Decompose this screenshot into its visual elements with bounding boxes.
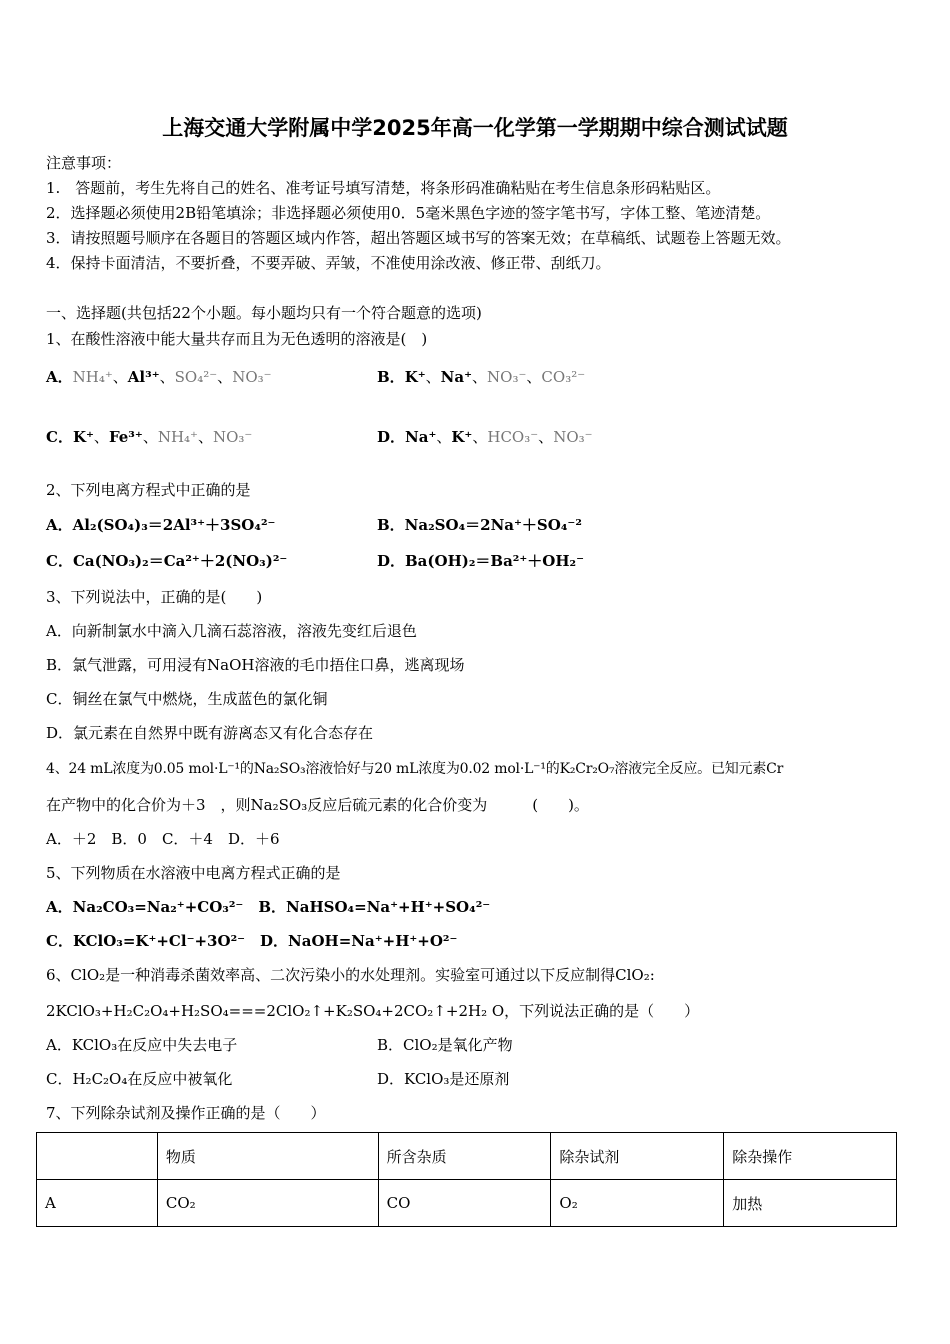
q2-option-a: A．Al₂(SO₄)₃＝2Al³⁺＋3SO₄²⁻ <box>46 516 276 534</box>
q2-option-d: D．Ba(OH)₂＝Ba²⁺＋OH₂⁻ <box>377 552 585 570</box>
q6-option-d: D．KClO₃是还原剂 <box>377 1070 510 1088</box>
q3-stem: 3、下列说法中，正确的是( ) <box>46 588 263 606</box>
q2-stem: 2、下列电离方程式中正确的是 <box>46 481 251 499</box>
q3-option-d: D．氯元素在自然界中既有游离态又有化合态存在 <box>46 724 374 742</box>
q6-equation: 2KClO₃+H₂C₂O₄+H₂SO₄===2ClO₂↑+K₂SO₄+2CO₂↑+2H₂ O，下列说法正确的是（ ） <box>46 1002 700 1020</box>
notice-item-1: 1. 答题前，考生先将自己的姓名、准考证号填写清楚，将条形码准确粘贴在考生信息条形码粘贴区。 <box>46 179 721 197</box>
notice-item-2: 2．选择题必须使用2B铅笔填涂；非选择题必须使用0．5毫米黑色字迹的签字笔书写，字体工整、笔迹清楚。 <box>46 204 771 222</box>
q5-options-row2: C．KClO₃=K⁺+Cl⁻+3O²⁻ D．NaOH=Na⁺+H⁺+O²⁻ <box>46 932 458 950</box>
q5-options-row1: A．Na₂CO₃=Na₂⁺+CO₃²⁻ B．NaHSO₄=Na⁺+H⁺+SO₄²⁻ <box>46 898 491 916</box>
notice-item-3: 3．请按照题号顺序在各题目的答题区域内作答，超出答题区域书写的答案无效；在草稿纸、试题卷上答题无效。 <box>46 229 791 247</box>
q3-option-b: B．氯气泄露，可用浸有NaOH溶液的毛巾捂住口鼻，逃离现场 <box>46 656 465 674</box>
q6-option-c: C．H₂C₂O₄在反应中被氧化 <box>46 1070 233 1088</box>
q3-option-a: A．向新制氯水中滴入几滴石蕊溶液，溶液先变红后退色 <box>46 622 417 640</box>
section-heading: 一、选择题(共包括22个小题。每小题均只有一个符合题意的选项) <box>46 304 482 322</box>
table-cell: CO <box>378 1180 551 1227</box>
q1-option-c: C．K⁺、Fe³⁺、NH₄⁺、NO₃⁻ <box>46 428 253 446</box>
table-cell: 加热 <box>724 1180 897 1227</box>
table-header-row <box>37 1133 897 1180</box>
q7-table <box>36 1132 897 1227</box>
table-row <box>37 1180 897 1227</box>
q1-stem: 1、在酸性溶液中能大量共存而且为无色透明的溶液是( ) <box>46 330 428 348</box>
q5-stem: 5、下列物质在水溶液中电离方程式正确的是 <box>46 864 341 882</box>
q2-option-b: B．Na₂SO₄＝2Na⁺＋SO₄⁻² <box>377 516 582 534</box>
q4-options: A．＋2 B．0 C．＋4 D．＋6 <box>46 830 280 848</box>
q1-option-d: D．Na⁺、K⁺、HCO₃⁻、NO₃⁻ <box>377 428 593 446</box>
table-header-cell: 除杂试剂 <box>551 1133 724 1180</box>
table-cell: O₂ <box>551 1180 724 1227</box>
table-header-cell <box>37 1133 158 1180</box>
q6-stem-line1: 6、ClO₂是一种消毒杀菌效率高、二次污染小的水处理剂。实验室可通过以下反应制得ClO₂: <box>46 966 655 984</box>
table-cell: A <box>37 1180 158 1227</box>
q1-option-b: B．K⁺、Na⁺、NO₃⁻、CO₃²⁻ <box>377 368 586 386</box>
q4-stem-line1: 4、24 mL浓度为0.05 mol·L⁻¹的Na₂SO₃溶液恰好与20 mL浓度为0.02 mol·L⁻¹的K₂Cr₂O₇溶液完全反应。已知元素Cr <box>46 761 784 777</box>
q6-option-b: B．ClO₂是氧化产物 <box>377 1036 513 1054</box>
q4-stem-line2: 在产物中的化合价为＋3 ，则Na₂SO₃反应后硫元素的化合价变为 ( )。 <box>46 796 589 814</box>
table-header-cell: 物质 <box>157 1133 378 1180</box>
q7-stem: 7、下列除杂试剂及操作正确的是（ ） <box>46 1104 326 1122</box>
q1-option-a: A．NH₄⁺、Al³⁺、SO₄²⁻、NO₃⁻ <box>46 368 272 386</box>
table-header-cell: 所含杂质 <box>378 1133 551 1180</box>
q6-option-a: A．KClO₃在反应中失去电子 <box>46 1036 238 1054</box>
notice-item-4: 4．保持卡面清洁，不要折叠，不要弄破、弄皱，不准使用涂改液、修正带、刮纸刀。 <box>46 254 611 272</box>
page-title: 上海交通大学附属中学2025年高一化学第一学期期中综合测试试题 <box>162 116 788 140</box>
q2-option-c: C．Ca(NO₃)₂＝Ca²⁺＋2(NO₃)²⁻ <box>46 552 288 570</box>
table-header-cell: 除杂操作 <box>724 1133 897 1180</box>
q3-option-c: C．铜丝在氯气中燃烧，生成蓝色的氯化铜 <box>46 690 328 708</box>
table-cell: CO₂ <box>157 1180 378 1227</box>
notice-heading: 注意事项： <box>46 154 122 172</box>
